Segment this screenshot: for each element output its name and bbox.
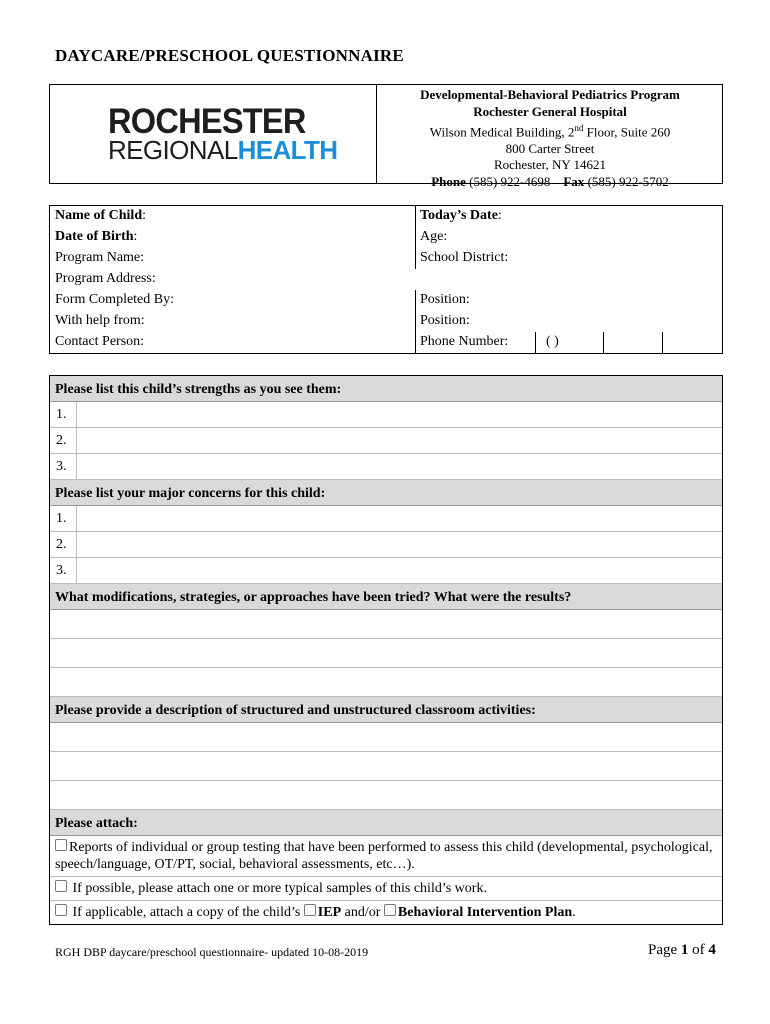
todays-date-label: Today’s Date	[420, 208, 498, 223]
document-title: DAYCARE/PRESCHOOL QUESTIONNAIRE	[55, 46, 404, 65]
info-row[interactable]: Name of Child: Today’s Date:	[50, 206, 722, 227]
activities-row[interactable]	[50, 752, 722, 781]
hospital-name: Rochester General Hospital	[473, 103, 627, 119]
concerns-heading: Please list your major concerns for this child:	[50, 480, 722, 506]
hospital-address	[377, 87, 723, 190]
position-label: Position:	[420, 313, 470, 328]
activities-row[interactable]	[50, 781, 722, 810]
phone-fax-line: Phone (585) 922-4698 Fax (585) 922-5702	[431, 173, 669, 189]
modifications-row[interactable]	[50, 610, 722, 639]
date-of-birth-label: Date of Birth	[55, 229, 134, 244]
iep-label: IEP	[317, 905, 342, 920]
plan-text: If applicable, attach a copy of the child’s	[69, 905, 304, 920]
position-label: Position:	[420, 292, 470, 307]
logo-regional: REGIONAL	[108, 135, 238, 165]
page-number: Page 1 of 4	[648, 942, 716, 958]
plan-checkbox[interactable]	[55, 904, 67, 916]
program-name: Developmental-Behavioral Pediatrics Program	[420, 87, 680, 102]
reports-checkbox[interactable]	[55, 839, 67, 851]
attach-reports-row	[50, 836, 722, 877]
strength-row-3[interactable]: 3.	[50, 454, 722, 480]
with-help-from-label: With help from:	[55, 313, 145, 328]
info-row[interactable]	[50, 290, 722, 311]
modifications-row[interactable]	[50, 668, 722, 697]
info-row[interactable]	[50, 311, 722, 332]
footer-note: RGH DBP daycare/preschool questionnaire- updated 10-08-2019	[55, 945, 369, 959]
info-row[interactable]	[50, 269, 722, 290]
samples-checkbox[interactable]	[55, 880, 67, 892]
rochester-regional-health-logo	[108, 102, 338, 165]
concern-row-3[interactable]: 3.	[50, 558, 722, 584]
logo-line1: ROCHESTER	[108, 102, 306, 141]
reports-text: Reports of individual or group testing that have been performed to assess this child (developmental, psychological, speech/language, OT/PT, social, behavioral assessments, etc…).	[55, 840, 713, 872]
modifications-row[interactable]	[50, 639, 722, 668]
phone-number-label: Phone Number:	[420, 334, 509, 349]
city-line: Rochester, NY 14621	[493, 157, 606, 173]
modifications-heading: What modifications, strategies, or approaches have been tried? What were the results?	[50, 584, 722, 610]
strength-row-1[interactable]: 1.	[50, 402, 722, 428]
info-row[interactable]	[50, 332, 722, 353]
name-of-child-label: Name of Child	[55, 208, 143, 223]
info-row[interactable]: Date of Birth: Age:	[50, 227, 722, 248]
program-address-label: Program Address:	[55, 271, 156, 286]
form-completed-by-label: Form Completed By:	[55, 292, 174, 307]
activities-row[interactable]	[50, 723, 722, 752]
child-info-table	[49, 205, 723, 354]
building-line: Wilson Medical Building, 2nd Floor, Suite 260	[429, 123, 671, 140]
school-district-label: School District:	[420, 250, 509, 265]
letterhead	[49, 84, 723, 189]
age-label: Age:	[420, 229, 448, 244]
info-row[interactable]	[50, 248, 722, 269]
activities-heading: Please provide a description of structured and unstructured classroom activities:	[50, 697, 722, 723]
samples-text: If possible, please attach one or more typical samples of this child’s work.	[69, 881, 487, 896]
contact-person-label: Contact Person:	[55, 334, 145, 349]
attach-samples-row	[50, 877, 722, 901]
strengths-heading: Please list this child’s strengths as you see them:	[50, 376, 722, 402]
bip-checkbox[interactable]	[384, 904, 396, 916]
attach-plan-row: If applicable, attach a copy of the child’s IEP and/or Behavioral Intervention Plan.	[50, 901, 722, 924]
logo-health: HEALTH	[237, 135, 338, 165]
iep-checkbox[interactable]	[304, 904, 316, 916]
attach-heading: Please attach:	[50, 810, 722, 836]
program-name-label: Program Name:	[55, 250, 145, 265]
street-line: 800 Carter Street	[505, 140, 595, 156]
area-code-field[interactable]: ( )	[546, 334, 559, 349]
questionnaire-table	[49, 375, 723, 925]
strength-row-2[interactable]: 2.	[50, 428, 722, 454]
concern-row-1[interactable]: 1.	[50, 506, 722, 532]
bip-label: Behavioral Intervention Plan	[397, 905, 573, 920]
concern-row-2[interactable]: 2.	[50, 532, 722, 558]
